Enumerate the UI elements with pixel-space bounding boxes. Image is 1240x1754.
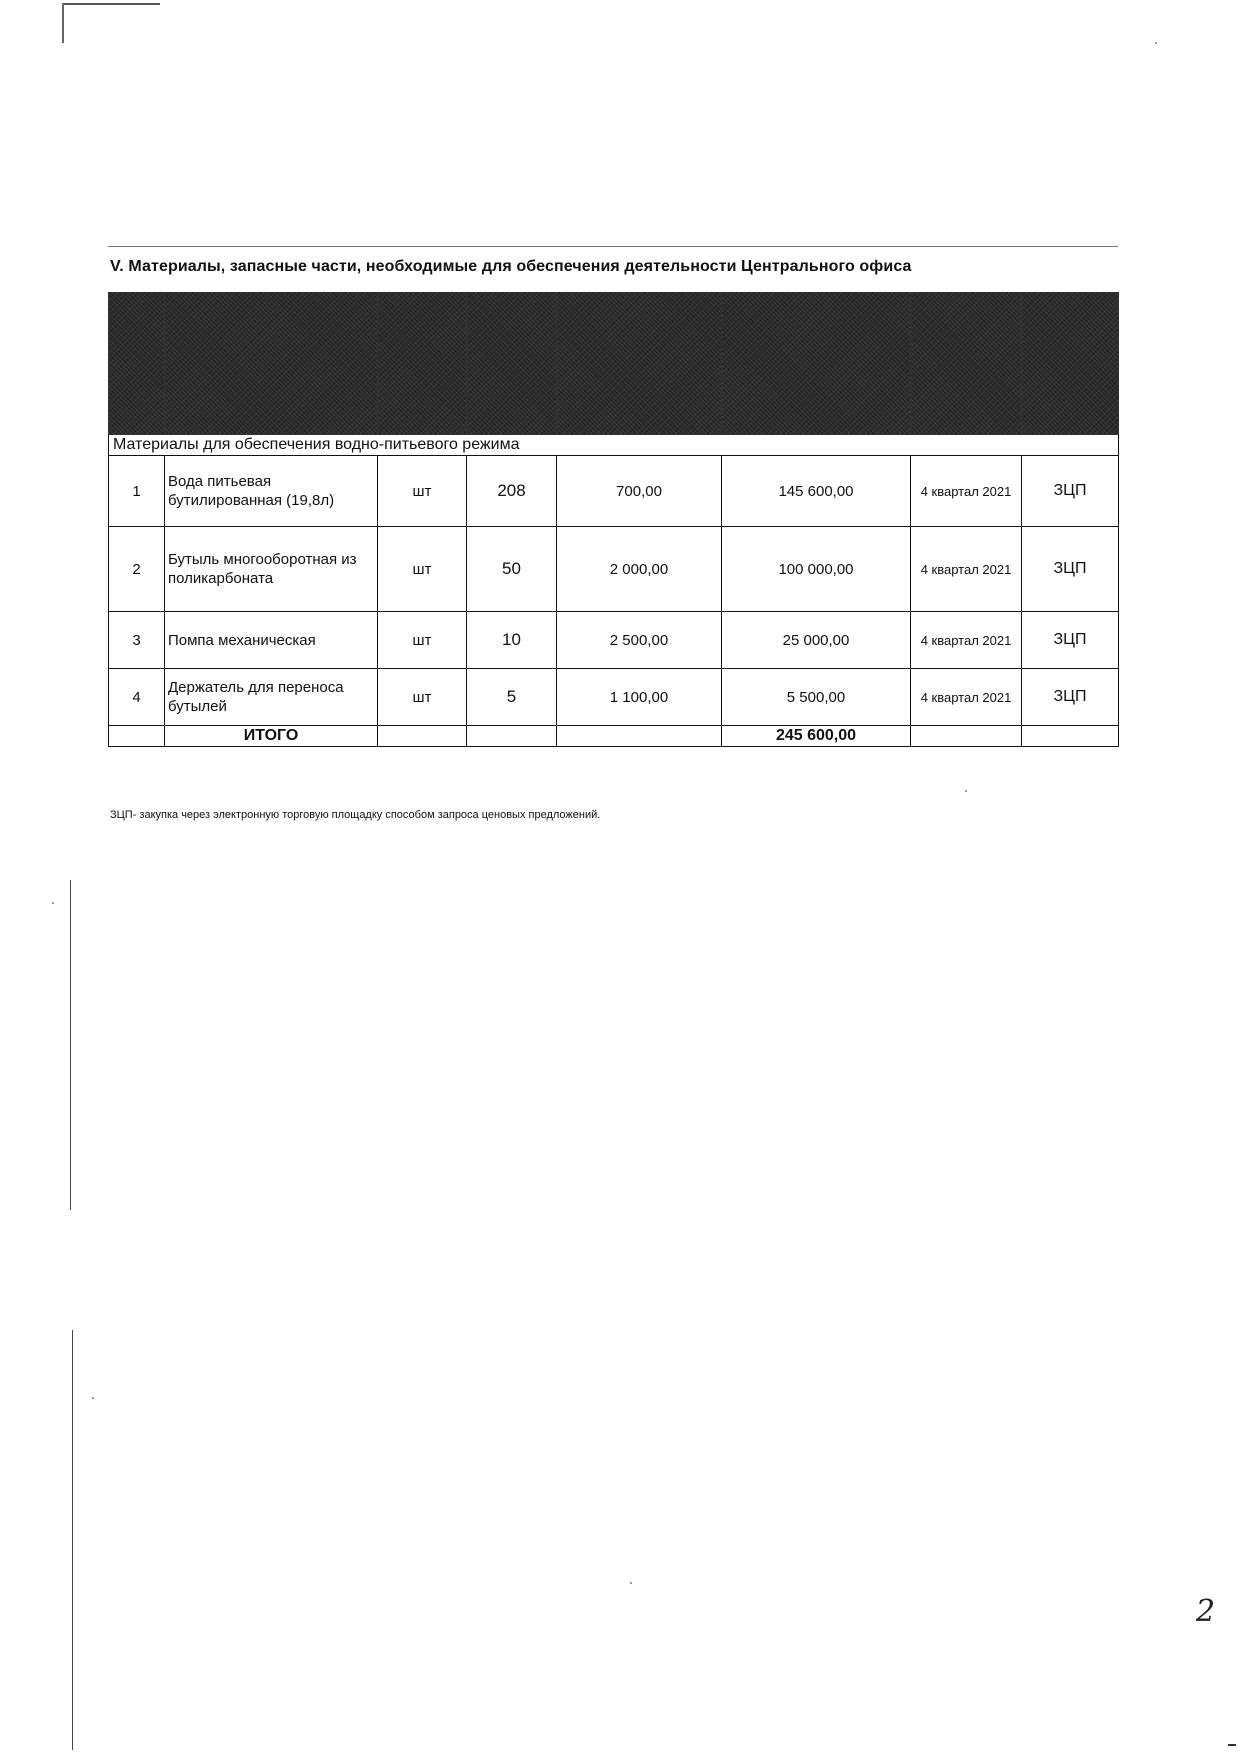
total-row: [109, 726, 1119, 747]
total-sum: 245 600,00: [722, 726, 911, 747]
footnote: ЗЦП- закупка через электронную торговую площадку способом запроса ценовых предложений.: [110, 809, 601, 821]
item-period: 4 квартал 2021: [911, 456, 1022, 527]
item-unit-price: 2 000,00: [557, 527, 722, 612]
scan-corner-mark: [62, 3, 64, 43]
total-empty-cell: [467, 726, 557, 747]
item-unit-price: 1 100,00: [557, 669, 722, 726]
scan-margin-line: [70, 880, 71, 1210]
table-row: [109, 456, 1119, 527]
scan-mark: [1228, 1744, 1236, 1746]
item-sum: 25 000,00: [722, 612, 911, 669]
header-cell: [467, 292, 557, 435]
total-empty-cell: [911, 726, 1022, 747]
scan-corner-mark: [62, 3, 160, 5]
header-cell: [911, 292, 1022, 435]
item-name: Вода питьевая бутилированная (19,8л): [165, 456, 378, 527]
category-heading-row: [109, 435, 1119, 456]
total-empty-cell: [1022, 726, 1119, 747]
header-cell: [1022, 292, 1119, 435]
materials-table: [108, 292, 1119, 747]
scan-speck: [965, 790, 967, 792]
header-cell: [722, 292, 911, 435]
item-quantity: 208: [467, 456, 557, 527]
item-period: 4 квартал 2021: [911, 527, 1022, 612]
scan-speck: [630, 1582, 632, 1584]
table-header-row: [109, 292, 1119, 435]
scan-margin-line: [72, 1330, 73, 1750]
table-row: [109, 527, 1119, 612]
item-unit: шт: [378, 456, 467, 527]
total-empty-cell: [109, 726, 165, 747]
item-period: 4 квартал 2021: [911, 612, 1022, 669]
item-sum: 145 600,00: [722, 456, 911, 527]
item-method: ЗЦП: [1022, 527, 1119, 612]
total-empty-cell: [557, 726, 722, 747]
item-unit-price: 2 500,00: [557, 612, 722, 669]
item-period: 4 квартал 2021: [911, 669, 1022, 726]
total-label: ИТОГО: [165, 726, 378, 747]
item-sum: 5 500,00: [722, 669, 911, 726]
scan-speck: [1155, 42, 1157, 44]
page-number: 2: [1196, 1594, 1216, 1629]
header-cell: [378, 292, 467, 435]
table-row: [109, 612, 1119, 669]
item-unit: шт: [378, 669, 467, 726]
total-empty-cell: [378, 726, 467, 747]
item-unit-price: 700,00: [557, 456, 722, 527]
row-number: 1: [109, 456, 165, 527]
header-cell: [165, 292, 378, 435]
item-quantity: 50: [467, 527, 557, 612]
section-title: V. Материалы, запасные части, необходимые для обеспечения деятельности Центрального офиса: [110, 258, 912, 275]
top-rule: [108, 246, 1118, 247]
item-name: Держатель для переноса бутылей: [165, 669, 378, 726]
item-quantity: 5: [467, 669, 557, 726]
item-sum: 100 000,00: [722, 527, 911, 612]
row-number: 4: [109, 669, 165, 726]
header-cell: [557, 292, 722, 435]
item-unit: шт: [378, 612, 467, 669]
item-method: ЗЦП: [1022, 612, 1119, 669]
item-name: Помпа механическая: [165, 612, 378, 669]
item-unit: шт: [378, 527, 467, 612]
item-method: ЗЦП: [1022, 669, 1119, 726]
item-name: Бутыль многооборотная из поликарбоната: [165, 527, 378, 612]
scan-speck: [52, 902, 54, 904]
header-cell: [109, 292, 165, 435]
scan-speck: [92, 1397, 94, 1399]
item-method: ЗЦП: [1022, 456, 1119, 527]
item-quantity: 10: [467, 612, 557, 669]
table-row: [109, 669, 1119, 726]
row-number: 2: [109, 527, 165, 612]
category-heading: Материалы для обеспечения водно-питьевого режима: [109, 435, 1119, 456]
row-number: 3: [109, 612, 165, 669]
